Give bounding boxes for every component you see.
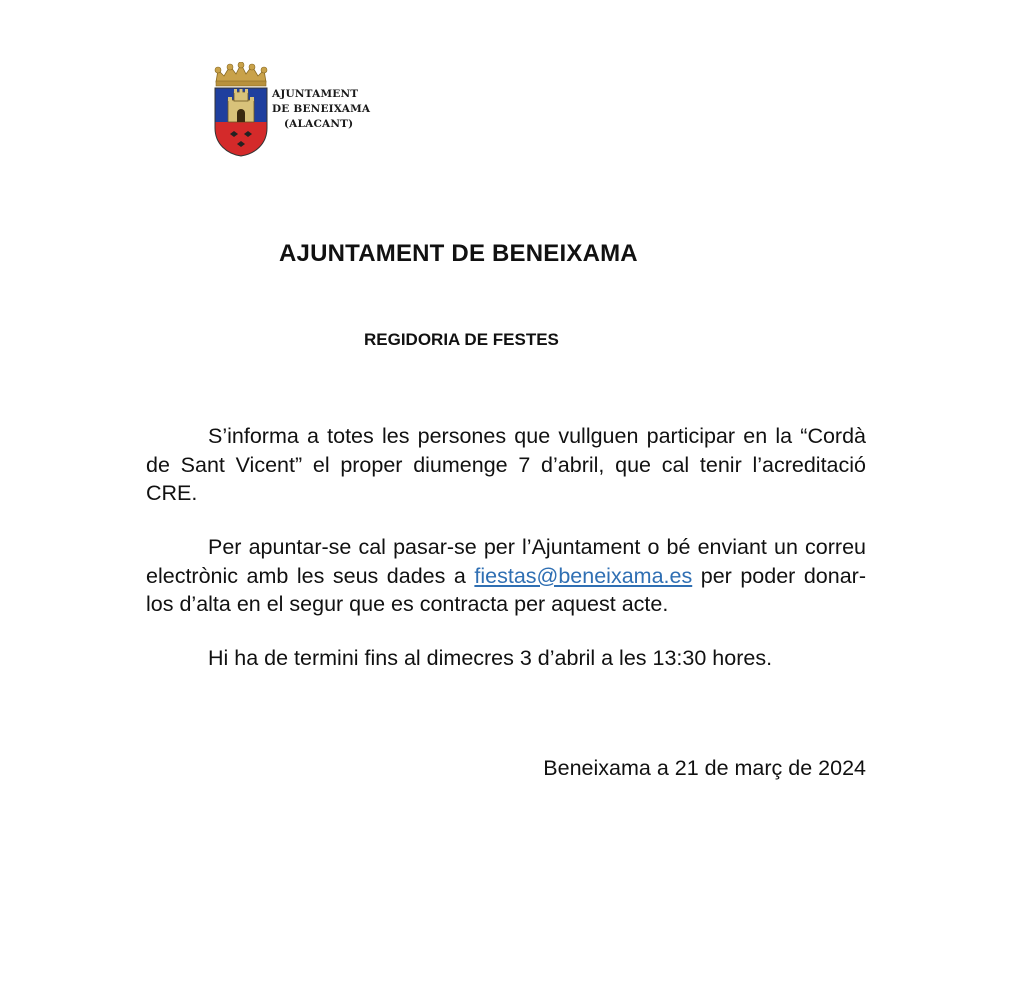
logo-line-2: DE BENEIXAMA [272,103,371,115]
document-title: AJUNTAMENT DE BENEIXAMA [279,240,638,267]
paragraph-registration-text-before: Per apuntar-se cal pasar-se per l’Ajuntament o bé enviant un correu electrònic amb les seus dades a [146,535,866,588]
document-subtitle: REGIDORIA DE FESTES [364,330,559,349]
municipal-logo [210,62,370,158]
paragraph-registration [146,533,866,619]
paragraph-registration-text-after: per poder donar-los d’alta en el segur que es contracta per aquest acte. [146,563,866,616]
date-line: Beneixama a 21 de març de 2024 [543,756,866,780]
logo-text [272,87,372,132]
paragraph-deadline: Hi ha de termini fins al dimecres 3 d’abril a les 13:30 hores. [208,646,773,670]
email-link[interactable]: fiestas@beneixama.es [474,563,693,588]
logo-line-1: AJUNTAMENT [272,88,359,100]
coat-of-arms-icon [210,62,272,158]
logo-line-3: (ALACANT) [284,118,354,130]
paragraph-accreditation: S’informa a totes les persones que vullguen participar en la “Cordà de Sant Vicent” el proper diumenge 7 d’abril, que cal tenir l’acreditació CRE. [146,424,866,505]
